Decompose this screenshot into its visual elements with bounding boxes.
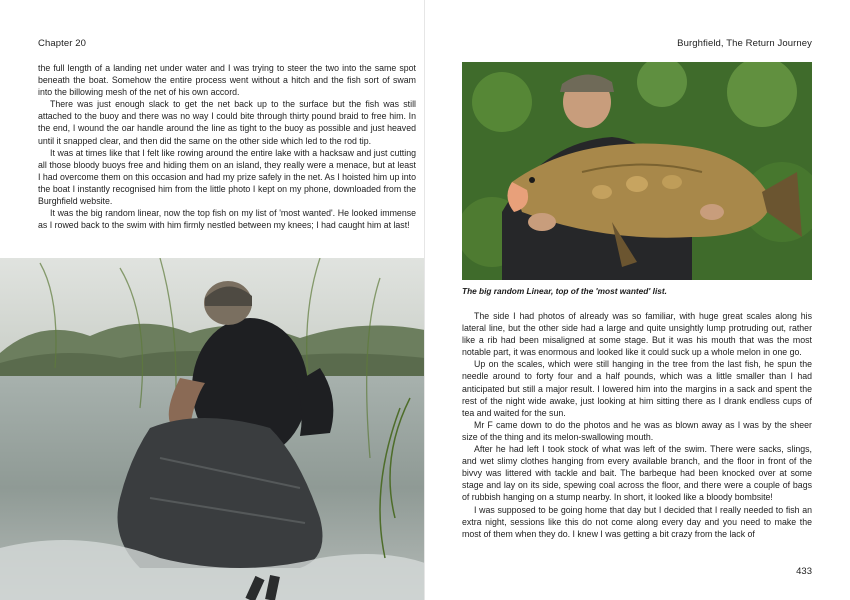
photo-carp-illustration: [462, 62, 812, 280]
photo-man-netting-fish: [0, 258, 425, 600]
paragraph: I was supposed to be going home that day but I decided that I really needed to fish an extra night, sessions like this do not come along every day and you need to make the most of them when they do. I knew I was getting a bit crazy from the lack of: [462, 504, 812, 539]
photo-netting-illustration: [0, 258, 425, 600]
photo-caption: The big random Linear, top of the 'most wanted' list.: [462, 286, 667, 296]
photo-man-holding-carp: [462, 62, 812, 280]
paragraph: There was just enough slack to get the net back up to the surface but the fish was still attached to the buoy and there was no way I could bite through thirty pound braid to free him. In the end, I wound the oar handle around the line as tight to the buoy as possible and just heaved until it snapped clear, and then did the same on the other side which led to the rod tip.: [38, 99, 416, 146]
running-head-title: Burghfield, The Return Journey: [677, 38, 812, 49]
left-body-text: [38, 62, 416, 231]
paragraph: Up on the scales, which were still hanging in the tree from the last fish, he spun the needle around to forty four and a half pounds, which was a little smaller than I had anticipated but still a major result. I lowered him into the margins in a sack and spent the rest of the night wide awake, just looking at him sitting there as I drank endless cups of tea and waited for the sun.: [462, 359, 812, 418]
page-number: 433: [796, 566, 812, 577]
paragraph: It was at times like that I felt like rowing around the entire lake with a hacksaw and just cutting all those bloody buoys free and hiding them on an island, they really were a menace, but at least I had overcome them on this occasion and had my prize safely in the net. As I hoisted him up into the boat I instantly recognised him from the little photo I kept on my phone, downloaded from the Burghfield website.: [38, 147, 416, 207]
paragraph: The side I had photos of already was so familiar, with huge great scales along his lateral line, but the other side had a large and quite unsightly lump protruding out, rather like a rib had been misaligned at some stage. But it was his mouth that was the most notable part, it was enormous and looked like it could suck up a whole melon in one go.: [462, 311, 812, 358]
right-body-text: [462, 310, 812, 540]
paragraph: It was the big random linear, now the top fish on my list of 'most wanted'. He looked immense as I rowed back to the swim with him firmly nestled between my knees; I had caught him at last!: [38, 208, 416, 231]
paragraph: Mr F came down to do the photos and he was as blown away as I was by the sheer size of the thing and its melon-swallowing mouth.: [462, 419, 812, 442]
paragraph: After he had left I took stock of what was left of the swim. There were sacks, slings, and wet slimy clothes hanging from every available branch, and the floor in front of the bivvy was littered with tackle and bait. The barbeque had been knocked over at some stage and lay on its side, spewing coal across the floor, and there were a couple of bags of rubbish hanging on a stump nearby. In short, it looked like a bloody bombsite!: [462, 444, 812, 503]
paragraph: the full length of a landing net under water and I was trying to steer the two into the same spot beneath the boat. Somehow the entire process went without a hitch and the fish sort of swam into the billowing mesh of the net of his own accord.: [38, 63, 416, 98]
running-head-chapter: Chapter 20: [38, 38, 87, 49]
